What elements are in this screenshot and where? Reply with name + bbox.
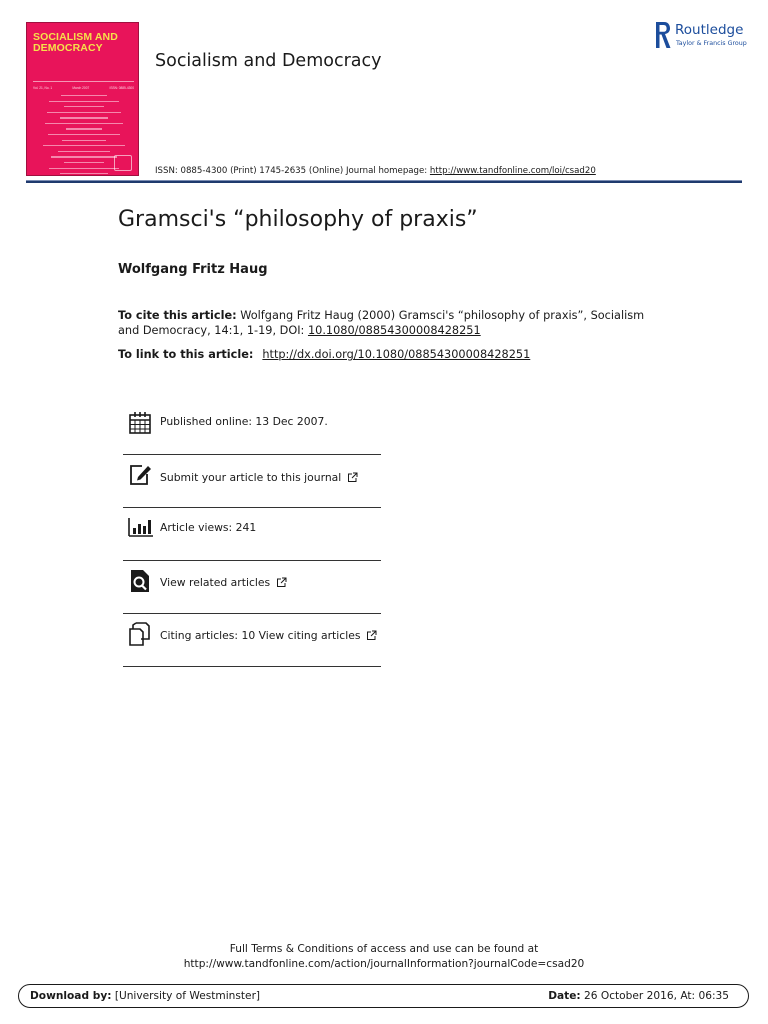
article-title: Gramsci's “philosophy of praxis” — [118, 207, 478, 232]
submit-article-link[interactable] — [160, 471, 358, 484]
link-label: To link to this article: — [118, 348, 258, 361]
external-link-icon — [276, 577, 287, 588]
download-by — [30, 990, 260, 1002]
article-link-block — [118, 348, 530, 361]
cover-title: SOCIALISM AND DEMOCRACY — [33, 31, 118, 54]
info-divider — [123, 507, 381, 508]
search-document-icon — [127, 568, 153, 594]
cover-date: March 2007 — [72, 86, 90, 90]
download-by-value: [University of Westminster] — [111, 990, 261, 1002]
terms-notice — [0, 942, 768, 972]
article-author: Wolfgang Fritz Haug — [118, 262, 268, 277]
citation-block — [118, 308, 663, 338]
journal-cover-image — [26, 22, 139, 176]
info-divider — [123, 454, 381, 455]
terms-line-1: Full Terms & Conditions of access and use can be found at — [229, 943, 539, 955]
cite-label: To cite this article: — [118, 309, 237, 322]
citing-articles-link[interactable] — [160, 629, 377, 642]
calendar-icon — [127, 410, 153, 436]
doi-link[interactable]: 10.1080/08854300008428251 — [307, 324, 481, 337]
journal-homepage-link[interactable]: http://www.tandfonline.com/loi/csad20 — [429, 166, 596, 176]
external-link-icon — [366, 630, 377, 641]
cover-publisher-mark — [114, 155, 132, 171]
published-online-text: Published online: 13 Dec 2007. — [160, 415, 328, 428]
copy-icon — [127, 621, 153, 647]
article-views-text: Article views: 241 — [160, 521, 257, 534]
cover-volume: Vol. 21, No. 1 — [33, 86, 53, 90]
download-date-label: Date: — [548, 990, 581, 1002]
publisher-subtitle: Taylor & Francis Group — [676, 40, 747, 47]
related-articles-text: View related articles — [160, 576, 271, 589]
info-divider — [123, 613, 381, 614]
info-divider — [123, 560, 381, 561]
terms-url[interactable]: http://www.tandfonline.com/action/journalInformation?journalCode=csad20 — [183, 958, 585, 970]
journal-title: Socialism and Democracy — [155, 51, 382, 71]
cite-text: Wolfgang Fritz Haug (2000) Gramsci's “philosophy of praxis”, Socialism and Democracy, 14:1, 1-19, DOI: — [118, 309, 645, 337]
download-date — [548, 990, 729, 1002]
edit-icon — [127, 462, 153, 488]
cover-divider — [33, 81, 134, 82]
info-divider — [123, 666, 381, 667]
issn-line — [155, 166, 596, 176]
header-divider — [26, 181, 742, 183]
cover-meta — [33, 86, 134, 90]
submit-article-text: Submit your article to this journal — [160, 471, 342, 484]
cover-issn: ISSN: 0885-4300 — [109, 86, 134, 90]
download-by-label: Download by: — [30, 990, 112, 1002]
routledge-r-icon — [654, 20, 672, 50]
download-info-bar — [18, 984, 749, 1008]
article-url-link[interactable]: http://dx.doi.org/10.1080/08854300008428251 — [262, 348, 531, 361]
citing-articles-text: Citing articles: 10 View citing articles — [160, 629, 361, 642]
bar-chart-icon — [127, 515, 153, 541]
issn-text: ISSN: 0885-4300 (Print) 1745-2635 (Online) Journal homepage: — [155, 166, 430, 176]
download-date-value: 26 October 2016, At: 06:35 — [580, 990, 729, 1002]
publisher-name: Routledge — [675, 22, 744, 38]
related-articles-link[interactable] — [160, 576, 287, 589]
external-link-icon — [347, 472, 358, 483]
published-online-row — [123, 410, 381, 463]
routledge-logo — [654, 20, 752, 52]
